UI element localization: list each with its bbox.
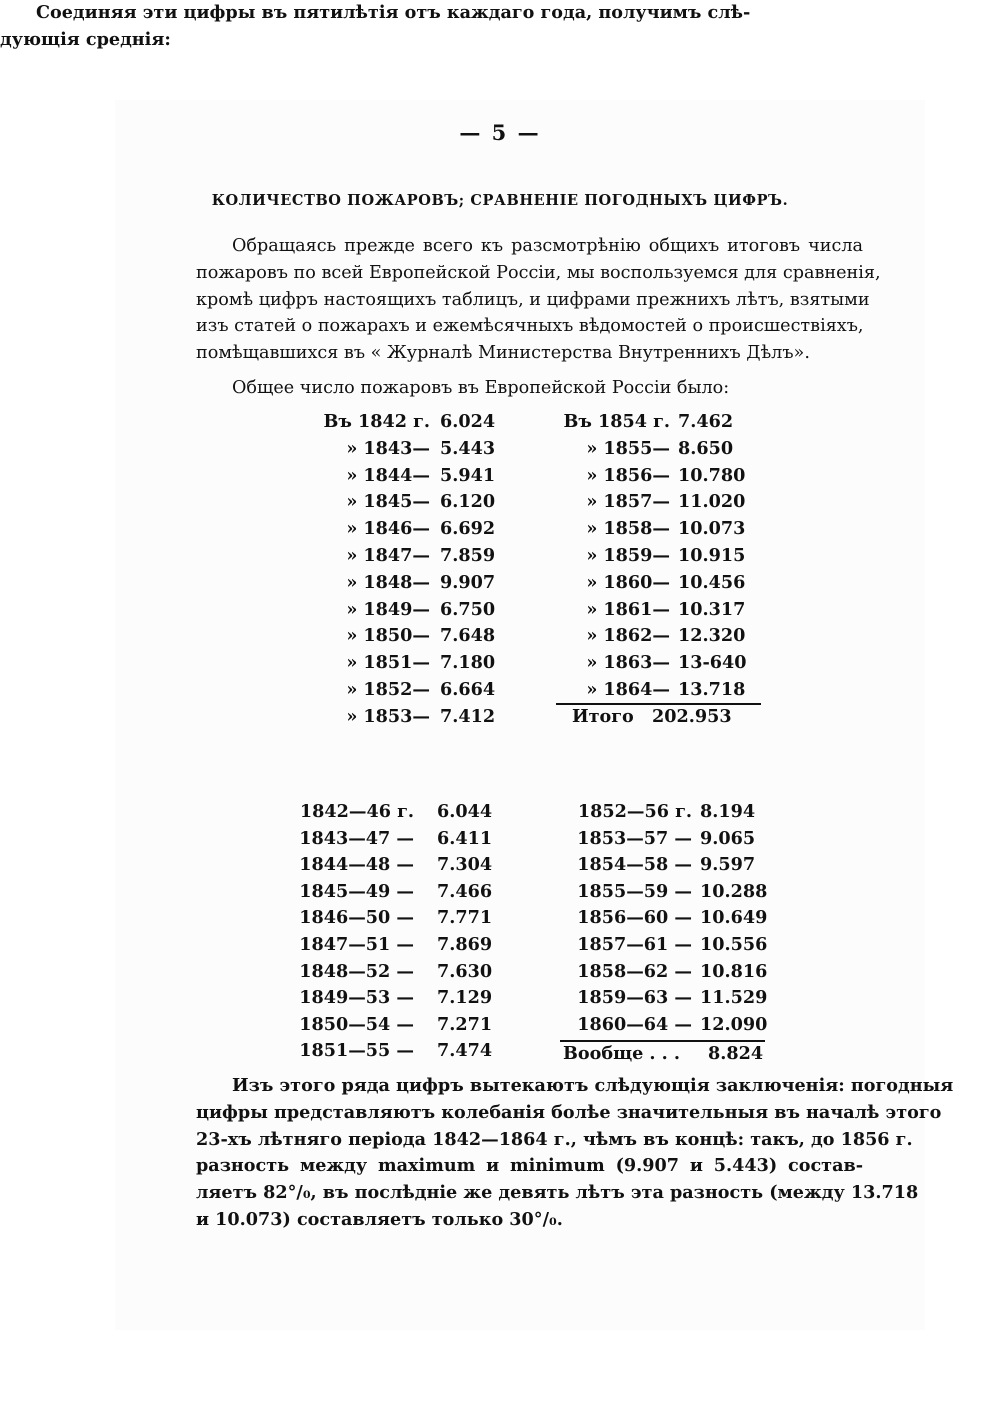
table-row-label: » 1846— [346, 518, 430, 540]
table-row-label: » 1856— [586, 464, 670, 486]
table-row-label: 1843—47 — [299, 827, 414, 849]
table-row-label: 1844—48 — [299, 854, 414, 876]
averages-intro-line: Соединяя эти цифры въ пятилѣтія отъ каждаго года, получимъ слѣ- [36, 2, 751, 23]
table-row-label: » 1861— [586, 598, 670, 620]
averages-total-rule [560, 1040, 765, 1042]
conclusion-line: 23-хъ лѣтняго періода 1842—1864 г., чѣмъ въ концѣ: такъ, до 1856 г. [196, 1128, 913, 1150]
table-row-label: 1849—53 — [299, 987, 414, 1009]
table-row-label: » 1852— [346, 679, 430, 700]
intro-line: помѣщавшихся въ « Журналѣ Министерства Внутреннихъ Дѣлъ». [196, 343, 810, 364]
table-row-label: » 1863— [586, 652, 670, 674]
table-row-label: » 1860— [586, 571, 670, 593]
fires-total-value: 202.953 [652, 706, 732, 727]
conclusion-line: Изъ этого ряда цифръ вытекаютъ слѣдующія заключенія: погодныя [232, 1075, 954, 1096]
table-row-label: 1853—57 — [577, 827, 692, 849]
conclusion-line: разность между maximum и minimum (9.907 и 5.443) состав- [196, 1155, 863, 1177]
table-row-label: Въ 1854 г. [563, 411, 670, 432]
table-row-label: 1854—58 — [577, 854, 692, 876]
table-row-label: » 1853— [346, 705, 430, 727]
table-row-label: 1842—46 г. [299, 801, 414, 822]
table-row-label: 1852—56 г. [577, 801, 692, 822]
table-row-label: » 1859— [586, 545, 670, 566]
intro-line: Обращаясь прежде всего къ разсмотрѣнію общихъ итоговъ числа [232, 236, 863, 256]
table-row-label: » 1857— [586, 491, 670, 513]
table-row-label: » 1845— [346, 491, 430, 513]
table-row-label: 1845—49 — [299, 880, 414, 902]
conclusion-line: ляетъ 82°/₀, въ послѣдніе же девять лѣтъ эта разность (между 13.718 [196, 1182, 919, 1204]
table-row-label: » 1855— [586, 437, 670, 459]
table-row-label: 1858—62 — [577, 960, 692, 982]
table-row-label: » 1849— [346, 598, 430, 620]
table-row-label: 1848—52 — [299, 960, 414, 982]
table-row-label: 1857—61 — [577, 934, 692, 955]
conclusion-line: цифры представляютъ колебанія болѣе значительныя въ началѣ этого [196, 1101, 942, 1123]
table-row-label: 1859—63 — [577, 987, 692, 1009]
table-row-label: 1855—59 — [577, 880, 692, 902]
averages-intro-line: дующія среднія: [0, 28, 171, 50]
table-row-label: » 1858— [586, 518, 670, 540]
table-row-label: 1856—60 — [577, 907, 692, 929]
averages-total-value: 8.824 [708, 1043, 764, 1064]
table-row-label: » 1848— [346, 571, 430, 593]
table-row-label: 1847—51 — [299, 934, 414, 955]
averages-total-label: Вообще . . . [563, 1043, 681, 1064]
intro-line: кромѣ цифръ настоящихъ таблицъ, и цифрами прежнихъ лѣтъ, взятыми [196, 289, 870, 310]
section-heading: КОЛИЧЕСТВО ПОЖАРОВЪ; СРАВНЕНІЕ ПОГОДНЫХЪ ЦИФРЪ. [211, 192, 789, 209]
table-row-label: » 1862— [586, 625, 670, 647]
table-row-label: 1850—54 — [299, 1013, 414, 1035]
table-row-label: » 1844— [346, 464, 430, 486]
table-row-label: » 1851— [346, 652, 430, 674]
page-number: — 5 — [459, 120, 541, 145]
conclusion-line: и 10.073) составляетъ только 30°/₀. [196, 1208, 563, 1230]
averages-intro [0, 0, 751, 54]
table-row-label: » 1843— [346, 437, 430, 459]
table-row-label: 1860—64 — [577, 1013, 692, 1035]
fires-intro: Общее число пожаровъ въ Европейской Россіи было: [232, 378, 730, 398]
table-row-label: » 1864— [586, 679, 670, 700]
intro-line: пожаровъ по всей Европейской Россіи, мы воспользуемся для сравненія, [196, 262, 881, 283]
fires-total-label: Итого [572, 706, 634, 727]
intro-paragraph [196, 233, 881, 367]
intro-line: изъ статей о пожарахъ и ежемѣсячныхъ вѣдомостей о происшествіяхъ, [196, 316, 864, 337]
table-row-label: » 1847— [346, 545, 430, 566]
table-row-label: » 1850— [346, 625, 430, 647]
table-row-label: Въ 1842 г. [323, 411, 430, 432]
table-row-label: 1851—55 — [299, 1040, 414, 1062]
conclusion-paragraph [196, 1073, 954, 1234]
table-row-label: 1846—50 — [299, 907, 414, 929]
